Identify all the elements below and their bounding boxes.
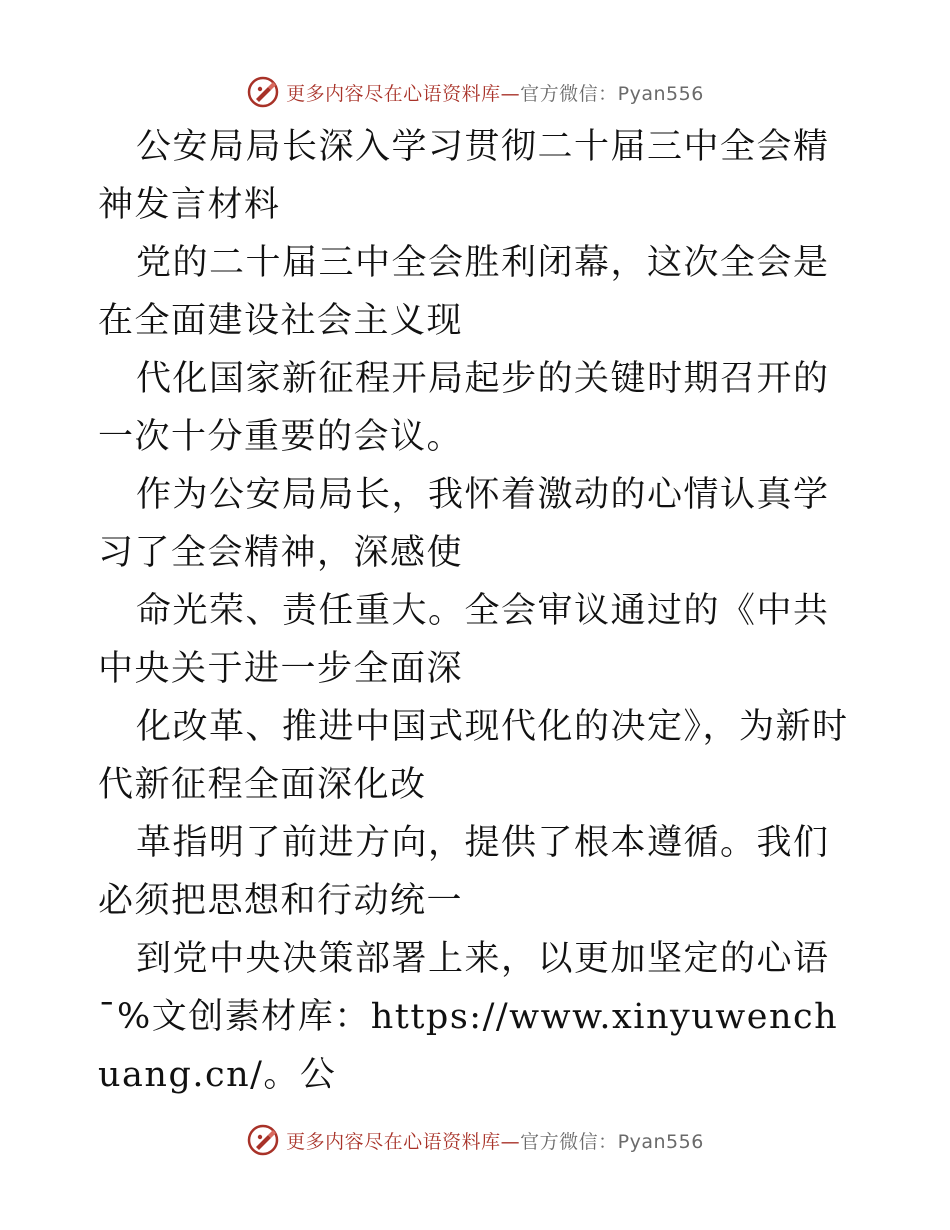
pen-nib-logo-icon: [246, 75, 280, 109]
header-wechat-text: 官方微信：Pyan556: [520, 82, 704, 105]
footer-wechat-text: 官方微信：Pyan556: [520, 1130, 704, 1153]
paragraph: 命光荣、责任重大。全会审议通过的《中共中央关于进一步全面深: [98, 591, 830, 689]
footer-banner: [0, 1120, 950, 1160]
footer-banner-text: [286, 1127, 704, 1154]
footer-separator: —: [500, 1130, 521, 1153]
paragraph: 党的二十届三中全会胜利闭幕，这次全会是在全面建设社会主义现: [98, 243, 830, 341]
paragraph: 革指明了前进方向，提供了根本遵循。我们必须把思想和行动统一: [98, 823, 830, 921]
paragraph-with-link: 到党中央决策部署上来，以更加坚定的心语¯%文创素材库：https://www.xinyuwenchuang.cn/。公: [98, 939, 839, 1095]
paragraph: 化改革、推进中国式现代化的决定》，为新时代新征程全面深化改: [98, 707, 849, 805]
header-site-text: 更多内容尽在心语资料库: [286, 82, 501, 105]
paragraph: 作为公安局局长，我怀着激动的心情认真学习了全会精神，深感使: [98, 475, 830, 573]
paragraph-title: 公安局局长深入学习贯彻二十届三中全会精神发言材料: [98, 127, 830, 225]
header-banner-text: [286, 79, 704, 106]
pen-nib-logo-icon: [246, 1123, 280, 1157]
document-body: [98, 118, 858, 1104]
header-separator: —: [500, 82, 521, 105]
header-banner: [0, 72, 950, 112]
paragraph: 代化国家新征程开局起步的关键时期召开的一次十分重要的会议。: [98, 359, 830, 457]
footer-site-text: 更多内容尽在心语资料库: [286, 1130, 501, 1153]
